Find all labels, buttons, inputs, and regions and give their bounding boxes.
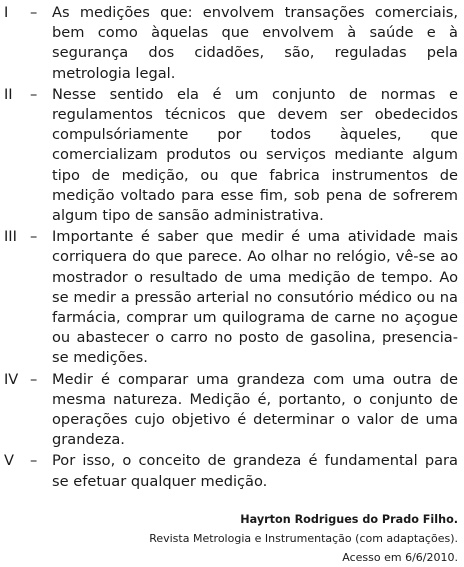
item-text: Nesse sentido ela é um conjunto de normas e regulamentos técnicos que devem ser obedecidos compulsóriamente por todos àqueles, que comercializam produtos ou serviços mediante algum tipo de medição, ou que fabrica instrumentos de medição voltado para esse fim, sob pena de sofrerem algum tipo de sansão administrativa.: [52, 85, 458, 225]
list-item: [0, 85, 464, 226]
source-citation: [149, 510, 458, 567]
item-text: Medir é comparar uma grandeza com uma outra de mesma natureza. Medição é, portanto, o conjunto de operações cujo objetivo é determinar o valor de uma grandeza.: [52, 370, 458, 449]
list-item: [0, 370, 464, 451]
item-number: II: [4, 85, 13, 103]
source-publication: Revista Metrologia e Instrumentação (com adaptações).: [149, 532, 458, 545]
source-accessed: Acesso em 6/6/2010.: [342, 551, 458, 564]
item-number: IV: [4, 370, 19, 388]
list-item: [0, 3, 464, 84]
item-dash: –: [30, 452, 38, 470]
item-text: Importante é saber que medir é uma atividade mais corriquera do que parece. Ao olhar no relógio, vê-se ao mostrador o resultado de uma medição de tempo. Ao se medir a pressão arterial no consutório médico ou na farmácia, comprar um quilograma de carne no açogue ou abastecer o carro no posto de gasolina, presencia-se medições.: [52, 228, 458, 367]
item-dash: –: [30, 370, 38, 388]
list-item: [0, 227, 464, 368]
item-text: Por isso, o conceito de grandeza é fundamental para se efetuar qualquer medição.: [52, 452, 458, 490]
item-dash: –: [30, 4, 38, 21]
item-dash: –: [30, 85, 38, 103]
item-number: V: [4, 452, 14, 470]
item-number: III: [4, 228, 17, 246]
source-author: Hayrton Rodrigues do Prado Filho.: [240, 513, 458, 526]
item-text: As medições que: envolvem transações comerciais, bem como àquelas que envolvem à saúde e à segurança dos cidadões, são, reguladas pela metrologia legal.: [52, 4, 458, 82]
item-dash: –: [30, 228, 38, 246]
item-number: I: [4, 4, 9, 21]
list-item: [0, 451, 464, 491]
